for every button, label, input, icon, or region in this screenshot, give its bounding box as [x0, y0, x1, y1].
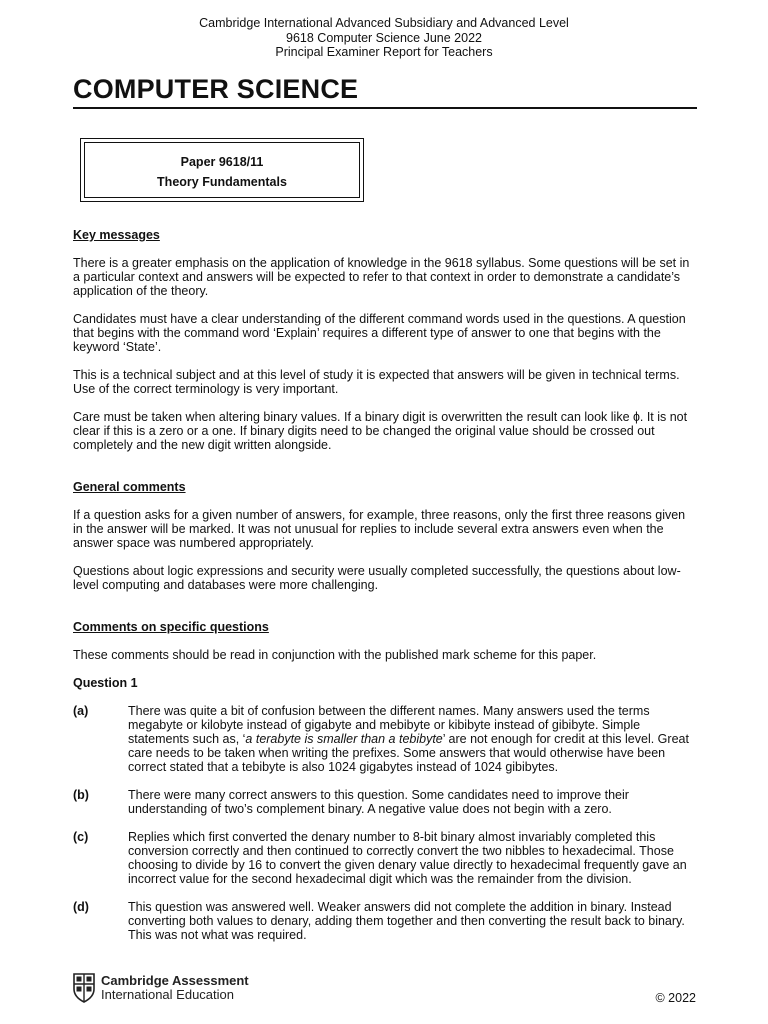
key-messages-heading: Key messages: [73, 228, 160, 242]
question-1a-text: [128, 704, 697, 774]
logo-wordmark: [101, 974, 249, 1002]
specific-comments-intro: These comments should be read in conjunction with the published mark scheme for this paper.: [73, 648, 597, 662]
question-1b-text: There were many correct answers to this question. Some candidates need to improve their understanding of two’s complement binary. A negative value does not begin with a zero.: [128, 788, 629, 816]
logo-line-1: Cambridge Assessment: [101, 973, 249, 988]
page-title: COMPUTER SCIENCE: [73, 74, 359, 104]
question-1c: [73, 830, 697, 886]
key-messages-paragraph-3: This is a technical subject and at this level of study it is expected that answers will be given in technical terms. Use of the correct terminology is very important.: [73, 368, 680, 396]
question-1a-quoted-statement: a terabyte is smaller than a tebibyte: [245, 732, 443, 746]
general-comments-heading: General comments: [73, 480, 186, 494]
question-1a-label: (a): [73, 704, 89, 718]
question-1-heading: Question 1: [73, 676, 138, 690]
header-line-1: Cambridge International Advanced Subsidiary and Advanced Level: [199, 16, 569, 30]
logo-line-2: International Education: [101, 987, 234, 1002]
shield-icon: [73, 973, 95, 1003]
question-1d-text: This question was answered well. Weaker answers did not complete the addition in binary. Instead converting both values to denary, adding them together and then converting the result back to binary. This was not what was required.: [128, 900, 685, 942]
key-messages-paragraph-2: Candidates must have a clear understanding of the different command words used in the questions. A question that begins with the command word ‘Explain’ requires a different type of answer to one that begins with the keyword ‘State’.: [73, 312, 686, 354]
key-messages-paragraph-4: Care must be taken when altering binary values. If a binary digit is overwritten the result can look like ɸ. It is not clear if this is a zero or a one. If binary digits need to be changed the original value should be crossed out completely and the new digit written alongside.: [73, 410, 688, 452]
report-body: [73, 228, 697, 956]
general-comments-paragraph-2: Questions about logic expressions and security were usually completed successfully, the questions about low-level computing and databases were more challenging.: [73, 564, 681, 592]
paper-name: Theory Fundamentals: [157, 175, 287, 189]
copyright-notice: © 2022: [655, 991, 696, 1005]
question-1a-text-part-2: ’ are not enough for credit at this level. Great care needs to be taken when writing the prefixes. Some answers that would otherwise have been correct stated that a tebibyte is also 1024 gigabytes instead of 1024 gibibytes.: [128, 732, 689, 774]
paper-box-inner: [84, 142, 360, 198]
question-1b-label: (b): [73, 788, 89, 802]
paper-box: [80, 138, 364, 202]
question-1c-text: Replies which first converted the denary number to 8-bit binary almost invariably completed this conversion correctly and then continued to correctly convert the two nibbles to hexadecimal. Those choosing to divide by 16 to convert the given denary value directly to hexadecimal frequently gave an incorrect value for the second hexadecimal digit which was the remainder from the division.: [128, 830, 687, 886]
cambridge-logo: [73, 973, 249, 1003]
report-header: [0, 16, 768, 60]
question-1d: [73, 900, 697, 942]
question-1a: [73, 704, 697, 774]
question-1c-label: (c): [73, 830, 89, 844]
header-line-3: Principal Examiner Report for Teachers: [275, 45, 493, 59]
question-1a-text-part-1: There was quite a bit of confusion between the different names. Many answers used the terms megabyte or kilobyte instead of gigabyte and mebibyte or kibibyte instead of gibibyte. Simple statements such as, ‘: [128, 704, 650, 746]
key-messages-paragraph-1: There is a greater emphasis on the application of knowledge in the 9618 syllabus. Some questions will be set in a particular context and answers will be expected to refer to that context in order to demonstrate a candidate’s application of the theory.: [73, 256, 690, 298]
section-gap: [73, 606, 697, 620]
general-comments-paragraph-1: If a question asks for a given number of answers, for example, three reasons, only the first three reasons given in the answer will be marked. It was not unusual for replies to include several extra answers even when the answer space was numbered appropriately.: [73, 508, 686, 550]
paper-number: Paper 9618/11: [180, 155, 264, 169]
question-1b: [73, 788, 697, 816]
question-1d-label: (d): [73, 900, 89, 914]
section-gap: [73, 466, 697, 480]
header-line-2: 9618 Computer Science June 2022: [286, 30, 482, 45]
title-divider: [73, 107, 697, 109]
specific-comments-heading: Comments on specific questions: [73, 620, 269, 634]
